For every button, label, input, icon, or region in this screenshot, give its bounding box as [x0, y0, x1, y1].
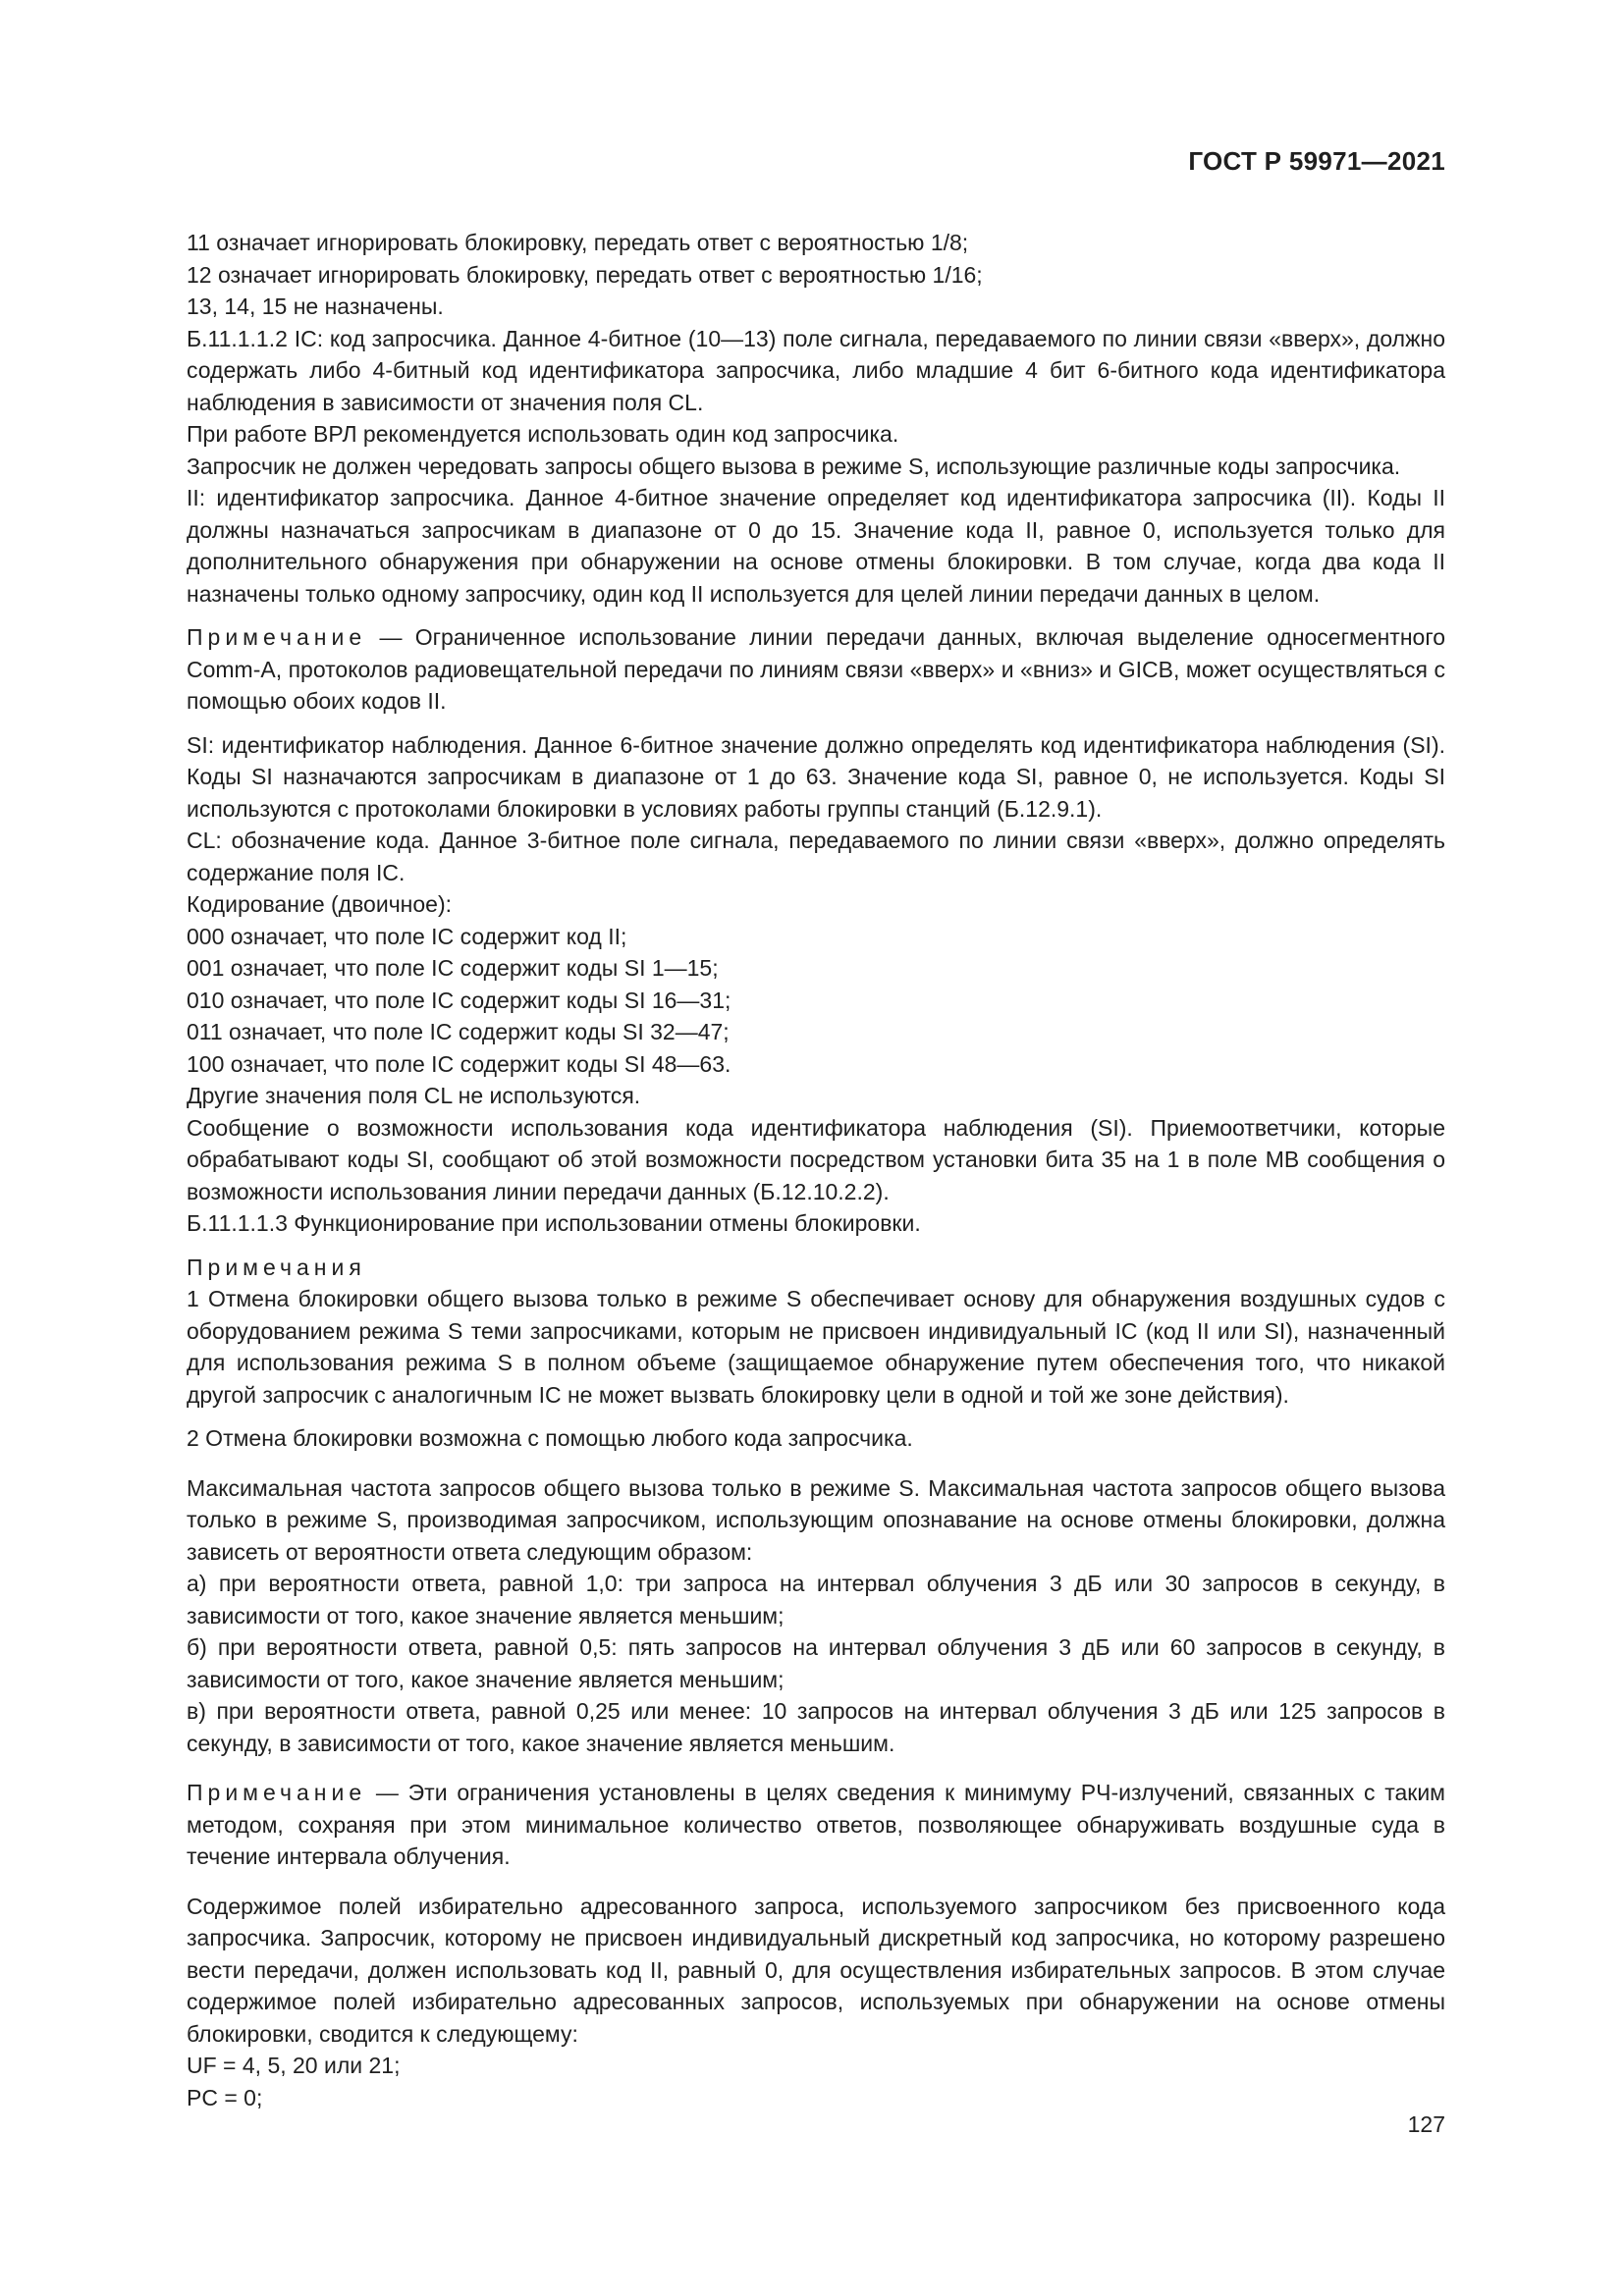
standard-number: ГОСТ Р 59971—2021	[1188, 146, 1445, 176]
paragraph: При работе ВРЛ рекомендуется использовать один код запросчика.	[187, 421, 899, 447]
paragraph: Содержимое полей избирательно адресованного запроса, используемого запросчиком без присвоенного кода запросчика. Запросчик, которому не присвоен индивидуальный дискретный код запросчика, но которому разрешено вести передачи, должен использовать код II, равный 0, для осуществления избирательных запросов. В этом случае содержимое полей избирательно адресованных запросов, используемых при обнаружении на основе отмены блокировки, сводится к следующему:	[187, 1893, 1445, 2047]
code-item: 011 означает, что поле IC содержит коды SI 32—47;	[187, 1019, 730, 1044]
paragraph: Б.11.1.1.2 IC: код запросчика. Данное 4-битное (10—13) поле сигнала, передаваемого по линии связи «вверх», должно содержать либо 4-битный код идентификатора запросчика, либо младшие 4 бит 6-битного кода идентификатора наблюдения в зависимости от значения поля CL.	[187, 325, 1445, 415]
note	[187, 1777, 1445, 1873]
paragraph: CL: обозначение кода. Данное 3-битное поле сигнала, передаваемого по линии связи «вверх», должно определять содержание поля IC.	[187, 828, 1445, 885]
paragraph: Кодирование (двоичное):	[187, 891, 453, 917]
document-body	[187, 227, 1445, 2113]
field-item: UF = 4, 5, 20 или 21;	[187, 2053, 401, 2078]
list-item: б) при вероятности ответа, равной 0,5: пять запросов на интервал облучения 3 дБ или 60 запросов в секунду, в зависимости от того, какое значение является меньшим;	[187, 1634, 1445, 1692]
note-label: Примечание	[187, 624, 367, 650]
paragraph: 11 означает игнорировать блокировку, передать ответ с вероятностью 1/8;	[187, 230, 969, 255]
paragraph: Запросчик не должен чередовать запросы общего вызова в режиме S, использующие различные коды запросчика.	[187, 453, 1401, 479]
paragraph: II: идентификатор запросчика. Данное 4-битное значение определяет код идентификатора запросчика (II). Коды II должны назначаться запросчикам в диапазоне от 0 до 15. Значение кода II, равное 0, используется только для дополнительного обнаружения при обнаружении на основе отмены блокировки. В том случае, когда два кода II назначены только одному запросчику, один код II используется для целей линии передачи данных в целом.	[187, 485, 1445, 607]
list-item: в) при вероятности ответа, равной 0,25 или менее: 10 запросов на интервал облучения 3 дБ или 125 запросов в секунду, в зависимости от того, какое значение является меньшим.	[187, 1698, 1445, 1756]
notes-label: Примечания	[187, 1254, 366, 1280]
paragraph: Сообщение о возможности использования кода идентификатора наблюдения (SI). Приемоответчики, которые обрабатывают коды SI, сообщают об этой возможности посредством установки бита 35 на 1 в поле MB сообщения о возможности использования линии передачи данных (Б.12.10.2.2).	[187, 1114, 1445, 1204]
note	[187, 621, 1445, 718]
paragraph: SI: идентификатор наблюдения. Данное 6-битное значение должно определять код идентификатора наблюдения (SI). Коды SI назначаются запросчикам в диапазоне от 1 до 63. Значение кода SI, равное 0, не используется. Коды SI используются с протоколами блокировки в условиях работы группы станций (Б.12.9.1).	[187, 731, 1445, 822]
code-item: 000 означает, что поле IC содержит код II;	[187, 923, 627, 949]
page-number: 127	[1407, 2111, 1445, 2137]
paragraph: Другие значения поля CL не используются.	[187, 1083, 641, 1108]
paragraph: Максимальная частота запросов общего вызова только в режиме S. Максимальная частота запросов общего вызова только в режиме S, производимая запросчиком, использующим опознавание на основе отмены блокировки, должна зависеть от вероятности ответа следующим образом:	[187, 1474, 1445, 1565]
code-item: 001 означает, что поле IC содержит коды SI 1—15;	[187, 955, 719, 981]
paragraph: 12 означает игнорировать блокировку, передать ответ с вероятностью 1/16;	[187, 261, 983, 288]
code-item: 010 означает, что поле IC содержит коды SI 16—31;	[187, 987, 731, 1013]
notes-heading	[187, 1252, 1445, 1284]
code-item: 100 означает, что поле IC содержит коды SI 48—63.	[187, 1050, 731, 1077]
note-text: — Ограниченное использование линии передачи данных, включая выделение односегментного Comm-A, протоколов радиовещательной передачи по линиям связи «вверх» и «вниз» и GICB, может осуществляться с помощью обоих кодов II.	[187, 624, 1445, 714]
list-item: а) при вероятности ответа, равной 1,0: три запроса на интервал облучения 3 дБ или 30 запросов в секунду, в зависимости от того, какое значение является меньшим;	[187, 1571, 1445, 1629]
field-item: PC = 0;	[187, 2084, 263, 2110]
note-text: — Эти ограничения установлены в целях сведения к минимуму РЧ-излучений, связанных с таким методом, сохраняя при этом минимальное количество ответов, позволяющее обнаруживать воздушные суда в течение интервала облучения.	[187, 1780, 1445, 1869]
note-label: Примечание	[187, 1780, 367, 1805]
paragraph: 13, 14, 15 не назначены.	[187, 294, 444, 319]
note-item: 2 Отмена блокировки возможна с помощью любого кода запросчика.	[187, 1425, 913, 1451]
paragraph: Б.11.1.1.3 Функционирование при использовании отмены блокировки.	[187, 1210, 921, 1236]
note-item: 1 Отмена блокировки общего вызова только в режиме S обеспечивает основу для обнаружения воздушных судов с оборудованием режима S теми запросчиками, которым не присвоен индивидуальный IC (код II или SI), назначенный для использования режима S в полном объеме (защищаемое обнаружение путем обеспечения того, что никакой другой запросчик с аналогичным IC не может вызвать блокировку цели в одной и той же зоне действия).	[187, 1286, 1445, 1408]
